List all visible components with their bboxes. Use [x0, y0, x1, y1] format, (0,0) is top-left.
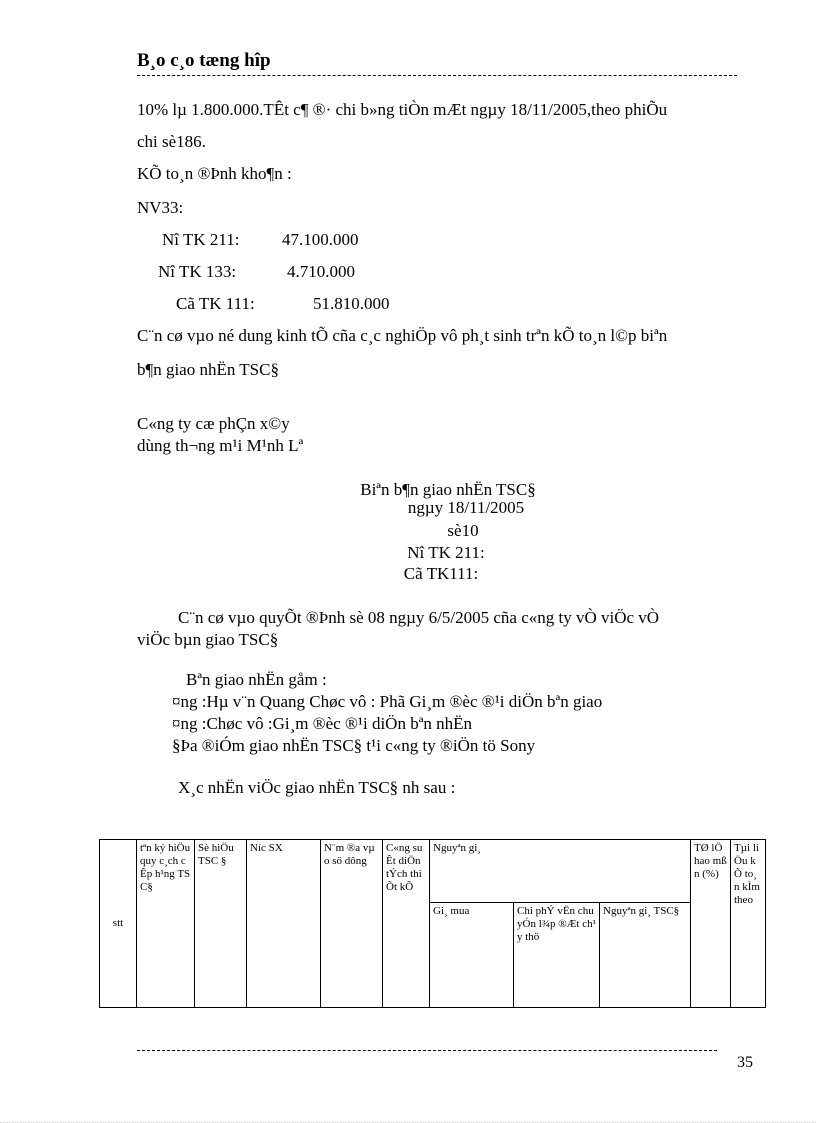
- footer-divider: [137, 1050, 717, 1051]
- debit1-value: 47.100.000: [282, 230, 359, 249]
- page-number: 35: [737, 1054, 753, 1071]
- company-name: C«ng ty cæ phÇn x©y: [137, 414, 290, 433]
- debit1-label: Nî TK 211:: [162, 230, 240, 249]
- paragraph-line: 10% lµ 1.800.000.TÊt c¶ ®· chi b»ng tiÒn mÆt ngµy 18/11/2005,theo phiÕu: [137, 100, 668, 119]
- debit2-label: Nî TK 133:: [158, 262, 237, 281]
- minutes-number: sè10: [447, 521, 479, 540]
- asset-table: [99, 839, 766, 1008]
- col-stt: stt: [100, 840, 137, 1008]
- company-name: dùng th¬ng m¹i M¹nh Lª: [137, 436, 304, 455]
- col-capacity: C«ng suÊt diÖn tÝch thiÕt kÕ: [383, 840, 430, 1008]
- paragraph-line: chi sè186.: [137, 132, 206, 151]
- nv-label: NV33:: [137, 198, 184, 217]
- credit-label: Cã TK 111:: [176, 294, 255, 313]
- paragraph-line: C¨n cø vµo né dung kinh tÕ cña c¸c nghiÖp vô ph¸t sinh trªn kÕ to¸n l©p biªn: [137, 326, 668, 345]
- paragraph-line: b¶n giao nhËn TSC§: [137, 360, 279, 379]
- col-number: Sè hiÖu TSC §: [195, 840, 247, 1008]
- minutes-debit: Nî TK 211:: [407, 543, 485, 562]
- col-original-price: Nguyªn gi¸: [430, 840, 691, 903]
- subcol-transport-cost: Chi phÝ vËn chuyÓn l¾p ®Æt ch¹y thö: [514, 903, 600, 1008]
- header-divider: [137, 75, 737, 76]
- minutes-title: Biªn b¶n giao nhËn TSC§: [360, 480, 536, 499]
- location-line: §Þa ®iÓm giao nhËn TSC§ t¹i c«ng ty ®iÖn tö Sony: [172, 736, 536, 755]
- basis-line: C¨n cø vµo quyÕt ®Þnh sè 08 ngµy 6/5/2005 cña c«ng ty vÒ viÖc vÒ: [178, 608, 660, 627]
- col-name: tªn ký hiÖu quy c¸ch cÊp h¹ng TSC§: [137, 840, 195, 1008]
- minutes-credit: Cã TK111:: [403, 564, 479, 583]
- credit-value: 51.810.000: [313, 294, 390, 313]
- party-line: ¤ng :Chøc vô :Gi¸m ®èc ®¹i diÖn bªn nhËn: [172, 714, 473, 733]
- page-header-title: B¸o c¸o tæng hîp: [137, 50, 271, 71]
- entry-label: KÕ to¸n ®Þnh kho¶n :: [137, 164, 292, 183]
- confirm-line: X¸c nhËn viÖc giao nhËn TSC§ nh sau :: [178, 778, 456, 797]
- col-year: N¨m ®a vµo sö dông: [321, 840, 383, 1008]
- party-line: ¤ng :Hµ v¨n Quang Chøc vô : Phã Gi¸m ®èc ®¹i diÖn bªn giao: [172, 692, 603, 711]
- subcol-original-price: Nguyªn gi¸ TSC§: [600, 903, 691, 1008]
- debit2-value: 4.710.000: [287, 262, 355, 281]
- col-depreciation-rate: TØ lÖ hao mßn (%): [691, 840, 731, 1008]
- minutes-date: ngµy 18/11/2005: [407, 498, 525, 517]
- party-header: Bªn giao nhËn gåm :: [186, 670, 327, 689]
- basis-line: viÖc bµn giao TSC§: [137, 630, 279, 649]
- col-country: Níc SX: [247, 840, 321, 1008]
- col-accounting-docs: Tµi liÖu kÕ to¸n kÌm theo: [731, 840, 766, 1008]
- subcol-purchase-price: Gi¸ mua: [430, 903, 514, 1008]
